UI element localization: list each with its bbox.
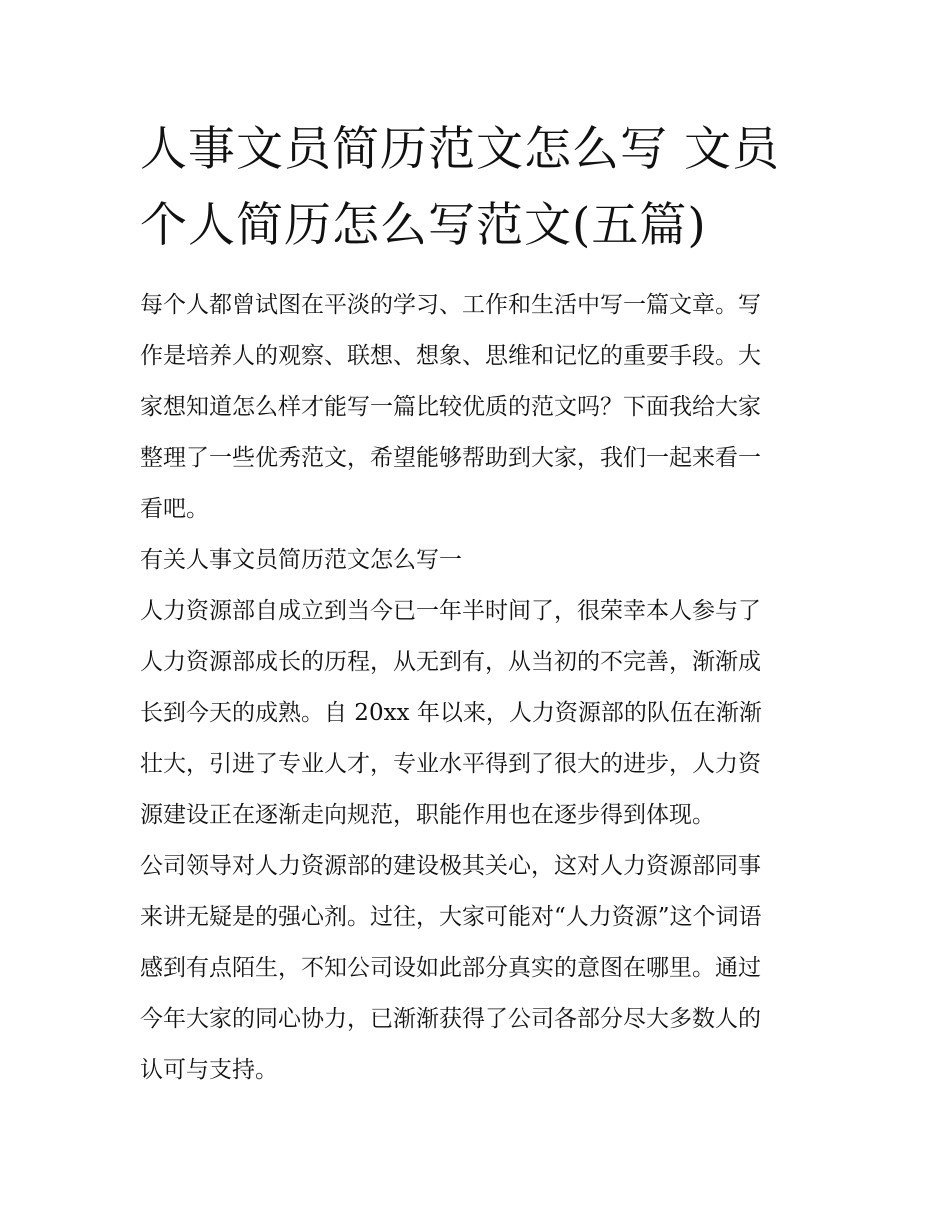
paragraph-line: 公司领导对人力资源部的建设极其关心，这对人力资源部同事 — [140, 853, 761, 879]
paragraph-line: 感到有点陌生，不知公司设如此部分真实的意图在哪里。通过 — [140, 955, 761, 981]
title-line-1: 人事文员简历范文怎么写 文员 — [140, 122, 780, 177]
paragraph-line: 人力资源部成长的历程，从无到有，从当初的不完善，渐渐成 — [140, 649, 761, 675]
document-page — [140, 112, 812, 1096]
intro-line: 家想知道怎么样才能写一篇比较优质的范文吗？下面我给大家 — [140, 394, 761, 420]
intro-line: 作是培养人的观察、联想、想象、思维和记忆的重要手段。大 — [140, 343, 761, 369]
paragraph-line: 认可与支持。 — [140, 1057, 278, 1083]
title-line-2: 个人简历怎么写范文(五篇) — [140, 198, 707, 253]
document-title — [140, 112, 812, 264]
paragraph-line: 长到今天的成熟。自 20xx 年以来，人力资源部的队伍在渐渐 — [140, 700, 762, 726]
intro-line: 整理了一些优秀范文，希望能够帮助到大家，我们一起来看一 — [140, 445, 761, 471]
paragraph-line: 壮大，引进了专业人才，专业水平得到了很大的进步，人力资 — [140, 751, 761, 777]
intro-paragraph — [140, 280, 812, 535]
paragraph-line: 来讲无疑是的强心剂。过往，大家可能对“人力资源”这个词语 — [140, 904, 762, 930]
body-paragraph-1 — [140, 586, 812, 841]
intro-line: 看吧。 — [140, 496, 209, 522]
body-paragraph-2 — [140, 841, 812, 1096]
intro-line: 每个人都曾试图在平淡的学习、工作和生活中写一篇文章。写 — [140, 292, 761, 318]
section-heading: 有关人事文员简历范文怎么写一 — [140, 547, 462, 573]
paragraph-line: 源建设正在逐渐走向规范，职能作用也在逐步得到体现。 — [140, 802, 715, 828]
paragraph-line: 人力资源部自成立到当今已一年半时间了，很荣幸本人参与了 — [140, 598, 761, 624]
paragraph-line: 今年大家的同心协力，已渐渐获得了公司各部分尽大多数人的 — [140, 1006, 761, 1032]
